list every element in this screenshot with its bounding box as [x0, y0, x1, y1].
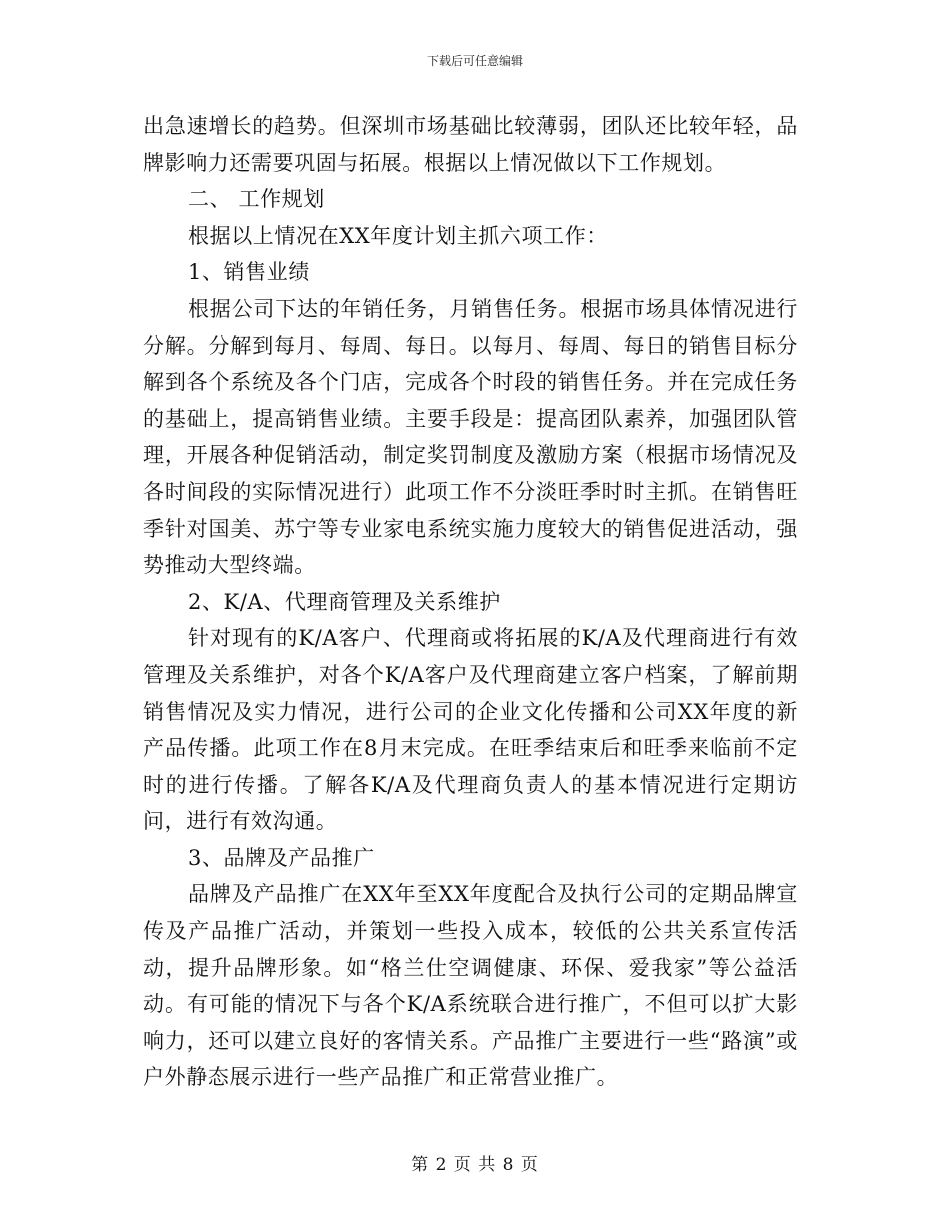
paragraph-continuation: 出急速增长的趋势。但深圳市场基础比较薄弱，团队还比较年轻，品牌影响力还需要巩固与拓展。根据以上情况做以下工作规划。: [143, 114, 798, 175]
subheading-sales-performance: 1、销售业绩: [188, 260, 310, 285]
page-header-note: 下载后可任意编辑: [426, 54, 523, 68]
paragraph-brand-promotion: 品牌及产品推广在XX年至XX年度配合及执行公司的定期品牌宣传及产品推广活动，并策划一些投入成本，较低的公共关系宣传活动，提升品牌形象。如“格兰仕空调健康、环保、爱我家”等公益活动。有可能的情况下与各个K/A系统联合进行推广，不但可以扩大影响力，还可以建立良好的客情关系。产品推广主要进行一些“路演”或户外静态展示进行一些产品推广和正常营业推广。: [143, 882, 798, 1090]
section-heading-work-plan: 二、 工作规划: [188, 187, 325, 212]
document-body: [143, 108, 798, 1096]
page-number-footer: 第 2 页 共 8 页: [411, 1155, 539, 1175]
paragraph-sales-performance: 根据公司下达的年销任务，月销售任务。根据市场具体情况进行分解。分解到每月、每周、每日。以每月、每周、每日的销售目标分解到各个系统及各个门店，完成各个时段的销售任务。并在完成任务的基础上，提高销售业绩。主要手段是：提高团队素养，加强团队管理，开展各种促销活动，制定奖罚制度及激励方案（根据市场情况及各时间段的实际情况进行）此项工作不分淡旺季时时主抓。在销售旺季针对国美、苏宁等专业家电系统实施力度较大的销售促进活动，强势推动大型终端。: [143, 296, 798, 578]
subheading-brand-promotion: 3、品牌及产品推广: [188, 845, 375, 870]
subheading-ka-agent-management: 2、K/A、代理商管理及关系维护: [188, 589, 501, 614]
paragraph-ka-agent-management: 针对现有的K/A客户、代理商或将拓展的K/A及代理商进行有效管理及关系维护，对各个K/A客户及代理商建立客户档案，了解前期销售情况及实力情况，进行公司的企业文化传播和公司XX年度的新产品传播。此项工作在8月末完成。在旺季结束后和旺季来临前不定时的进行传播。了解各K/A及代理商负责人的基本情况进行定期访问，进行有效沟通。: [143, 626, 798, 834]
paragraph-plan-intro: 根据以上情况在XX年度计划主抓六项工作：: [188, 223, 608, 248]
